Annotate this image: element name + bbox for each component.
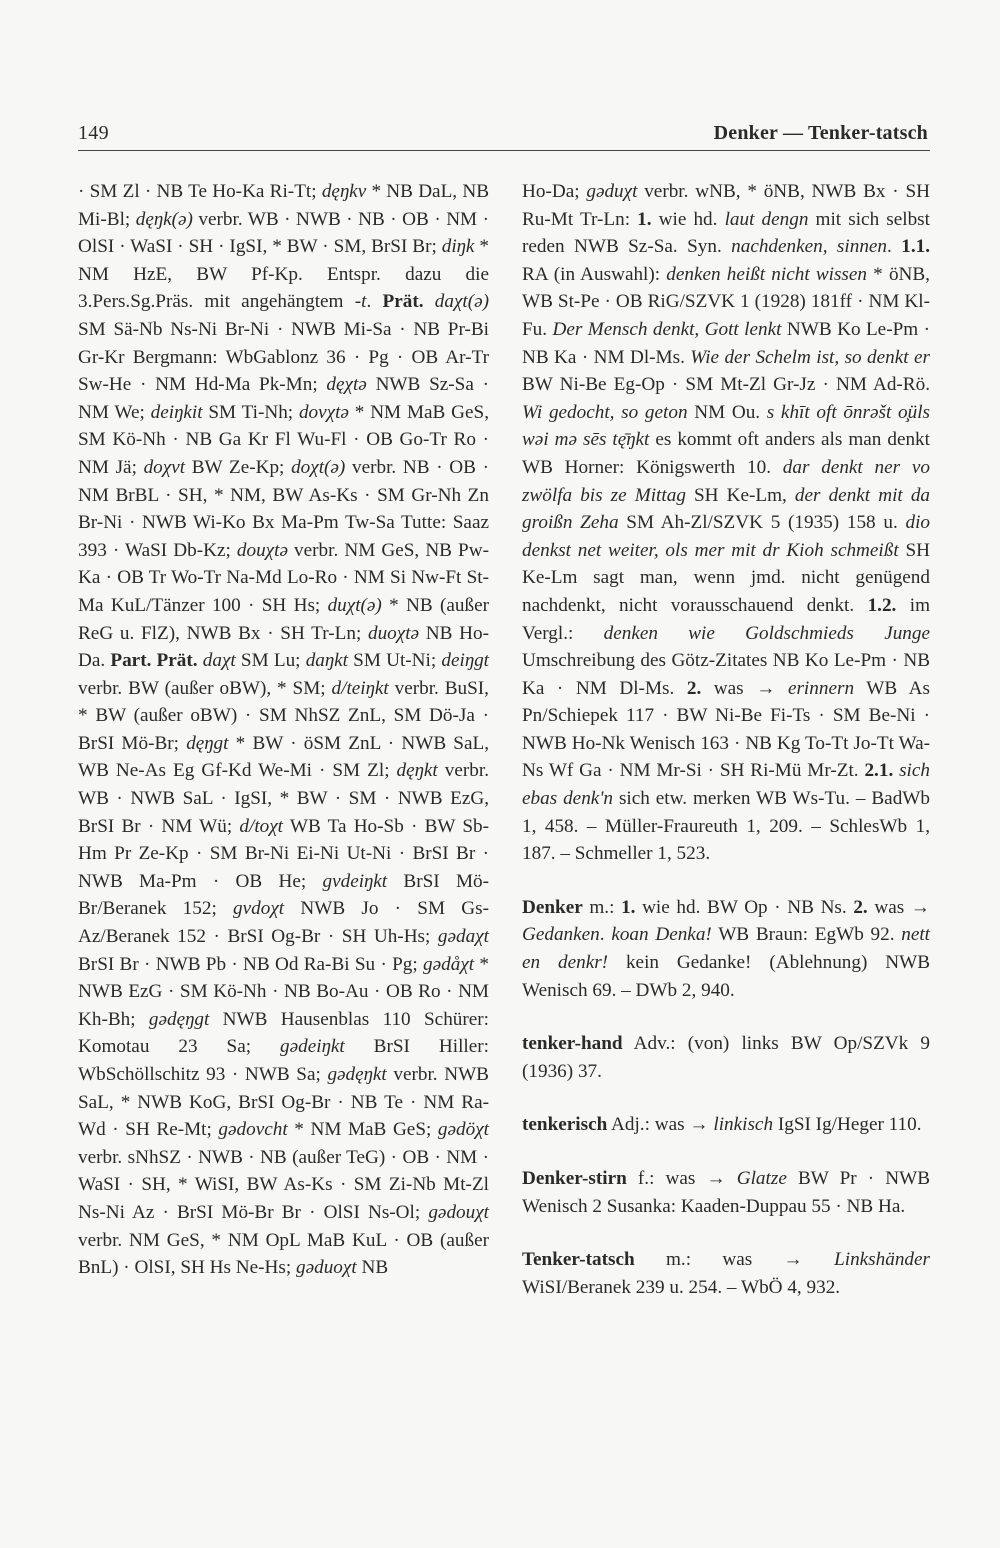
page-number: 149 (78, 122, 109, 144)
entry-body: Adv.: (von) links BW Op/SZVk 9 (1936) 37. (522, 1033, 930, 1082)
entry-body: f.: was → Glatze BW Pr · NWB Wenisch 2 Susanka: Kaaden-Duppau 55 · NB Ha. (522, 1168, 930, 1217)
entry-lemma: Denker-stirn (522, 1168, 627, 1189)
entry-lemma: Denker (522, 896, 583, 918)
entry-body: m.: was → Linkshänder WiSI/Beranek 239 u. 254. – WbÖ 4, 932. (522, 1249, 930, 1298)
entry-continuation-text: · SM Zl · NB Te Ho-Ka Ri-Tt; dęŋkv * NB DaL, NB Mi-Bl; dęŋk(ə) verbr. WB · NWB · NB · OB · NM · OlSI · WaSI · SH · IgSI, * BW · SM, BrSI Br; diŋk * NM HzE, BW Pf-Kp. Entspr. dazu die 3.Pers.Sg.Präs. mit angehängtem -t. Prät. daχt(ə) SM Sä-Nb Ns-Ni Br-Ni · NWB Mi-Sa · NB Pr-Bi Gr-Kr Bergmann: WbGablonz 36 · Pg · OB Ar-Tr Sw-He · NM Hd-Ma Pk-Mn; dęχtə NWB Sz-Sa · NM We; deiŋkit SM Ti-Nh; dovχtə * NM MaB GeS, SM Kö-Nh · NB Ga Kr Fl Wu-Fl · OB Go-Tr Ro · NM Jä; doχvt BW Ze-Kp; doχt(ə) verbr. NB · OB · NM BrBL · SH, * NM, BW As-Ks · SM Gr-Nh Zn Br-Ni · NWB Wi-Ko Bx Ma-Pm Tw-Sa Tutte: Saaz 393 · WaSI Db-Kz; douχtə verbr. NM GeS, NB Pw-Ka · OB Tr Wo-Tr Na-Md Lo-Ro · NM Si Nw-Ft St-Ma KuL/Tänzer 100 · SH Hs; duχt(ə) * NB (außer ReG u. FlZ), NWB Bx · SH Tr-Ln; duoχtə NB Ho-Da. Part. Prät. daχt SM Lu; daŋkt SM Ut-Ni; deiŋgt verbr. BW (außer oBW), * SM; d/teiŋkt verbr. BuSI, * BW (außer oBW) · SM NhSZ ZnL, SM Dö-Ja · BrSI Mö-Br; dęŋgt * BW · öSM ZnL · NWB SaL, WB Ne-As Eg Gf-Kd We-Mi · SM Zl; dęŋkt verbr. WB · NWB SaL · IgSI, * BW · SM · NWB EzG, BrSI Br · NM Wü; d/toχt WB Ta Ho-Sb · BW Sb-Hm Pr Ze-Kp · SM Br-Ni Ei-Ni Ut-Ni · BrSI Br · NWB Ma-Pm · OB He; gvdeiŋkt BrSI Mö-Br/Beranek 152; gvdoχt NWB Jo · SM Gs-Az/Beranek 152 · BrSI Og-Br · SH Uh-Hs; gədaχt BrSI Br · NWB Pb · NB Od Ra-Bi Su · Pg; gədåχt * NWB EzG · SM Kö-Nh · NB Bo-Au · OB Ro · NM Kh-Bh; gədęŋgt NWB Hausenblas 110 Schürer: Komotau 23 Sa; gədeiŋkt BrSI Hiller: WbSchöllschitz 93 · NWB Sa; gədęŋkt verbr. NWB SaL, * NWB KoG, BrSI Og-Br · NB Te · NM Ra-Wd · SH Re-Mt; gədovcht * NM MaB GeS; gədöχt verbr. sNhSZ · NWB · NB (außer TeG) · OB · NM · WaSI · SH, * WiSI, BW As-Ks · SM Zi-Nb Mt-Zl Ns-Ni Az · BrSI Mö-Br Br · OlSI Ns-Ol; gədouχt verbr. NM GeS, * NM OpL MaB KuL · OB (außer BnL) · OlSI, SH Hs Ne-Hs; gəduoχt NB (78, 181, 490, 1279)
left-column (78, 178, 489, 1282)
running-head: Denker — Tenker-tatsch (713, 122, 928, 144)
page-header (78, 122, 928, 150)
header-rule (78, 150, 930, 151)
dictionary-entry-denker-stirn (522, 1165, 930, 1220)
dictionary-entry-tenkerisch (522, 1111, 930, 1139)
entry-continuation-text: Ho-Da; gəduχt verbr. wNB, * öNB, NWB Bx · SH Ru-Mt Tr-Ln: 1. wie hd. laut dengn mit sich selbst reden NWB Sz-Sa. Syn. nachdenken, sinnen. 1.1. RA (in Auswahl): denken heißt nicht wissen * öNB, WB St-Pe · OB RiG/SZVK 1 (1928) 181ff · NM Kl-Fu. Der Mensch denkt, Gott lenkt NWB Ko Le-Pm · NB Ka · NM Dl-Ms. Wie der Schelm ist, so denkt er BW Ni-Be Eg-Op · SM Mt-Zl Gr-Jz · NM Ad-Rö. Wi gedocht, so geton NM Ou. s khīt oft ōnrəšt o̧üls wəi mə sēs tę̄ŋkt es kommt oft anders als man denkt WB Horner: Königswerth 10. dar denkt ner vo zwölfa bis ze Mittag SH Ke-Lm, der denkt mit da groißn Zeha SM Ah-Zl/SZVK 5 (1935) 158 u. dio denkst net weiter, ols mer mit dr Kioh schmeißt SH Ke-Lm sagt man, wenn jmd. nicht genügend nachdenkt, nicht vorausschauend denkt. 1.2. im Vergl.: denken wie Goldschmieds Junge Umschreibung des Götz-Zitates NB Ko Le-Pm · NB Ka · NM Dl-Ms. 2. was → erinnern WB As Pn/Schiepek 117 · BW Ni-Be Fi-Ts · SM Be-Ni · NWB Ho-Nk Wenisch 163 · NB Kg To-Tt Jo-Tt Wa-Ns Wf Ga · NM Mr-Si · SH Ri-Mü Mr-Zt. 2.1. sich ebas denk'n sich etw. merken WB Ws-Tu. – BadWb 1, 458. – Müller-Fraureuth 1, 209. – SchlesWb 1, 187. – Schmeller 1, 523. (522, 181, 931, 865)
dictionary-entry-tenker-tatsch (522, 1246, 930, 1301)
entry-body: Adj.: was → linkisch IgSI Ig/Heger 110. (607, 1114, 922, 1136)
entry-lemma: tenkerisch (522, 1114, 608, 1136)
entry-lemma: tenker-hand (522, 1033, 623, 1055)
dictionary-entry-denker (522, 894, 930, 1004)
entry-body: m.: 1. wie hd. BW Op · NB Ns. 2. was → Gedanken. koan Denka! WB Braun: EgWb 92. nett en denkr! kein Gedanke! (Ablehnung) NWB Wenisch 69. – DWb 2, 940. (522, 896, 931, 1001)
entry-lemma: Tenker-tatsch (522, 1249, 635, 1271)
right-column (522, 178, 930, 1301)
dictionary-entry-tenker-hand (522, 1030, 930, 1085)
